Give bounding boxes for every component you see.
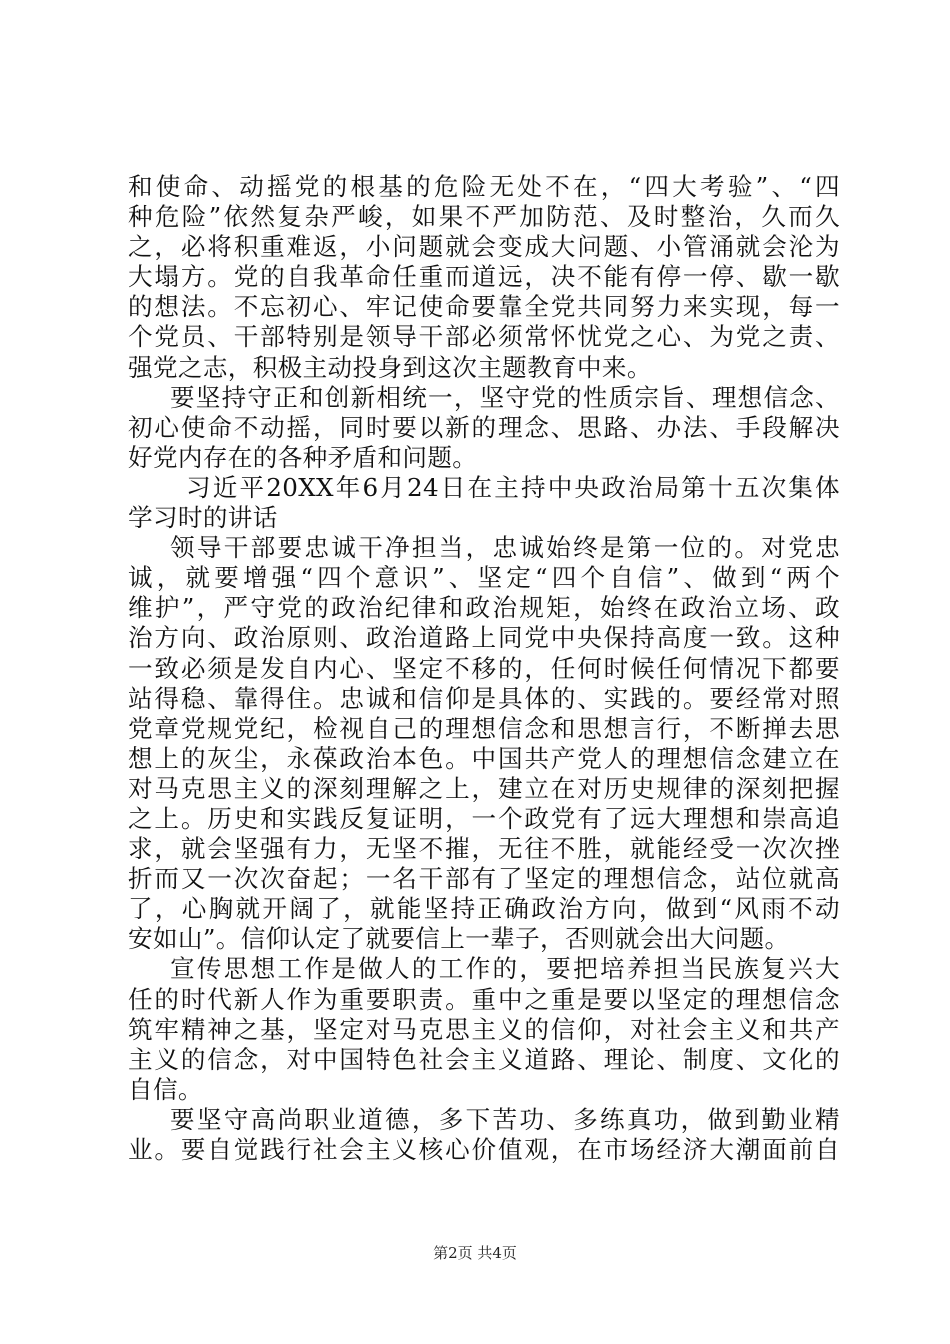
source-citation-line: 学习时的讲话	[128, 503, 278, 533]
text-line: 一致必须是发自内心、坚定不移的，任何时候任何情况下都要	[128, 653, 840, 683]
paragraph-first-line: 要坚持守正和创新相统一，坚守党的性质宗旨、理想信念、	[170, 382, 840, 412]
text-line: 主义的信念，对中国特色社会主义道路、理论、制度、文化的	[128, 1044, 840, 1074]
text-line: 自信。	[128, 1074, 203, 1104]
text-line: 种危险”依然复杂严峻，如果不严加防范、及时整治，久而久	[128, 202, 840, 232]
text-line: 任的时代新人作为重要职责。重中之重是要以坚定的理想信念	[128, 984, 840, 1014]
text-line: 想上的灰尘，永葆政治本色。中国共产党人的理想信念建立在	[128, 743, 840, 773]
text-line: 安如山”。信仰认定了就要信上一辈子，否则就会出大问题。	[128, 924, 790, 954]
text-line: 大塌方。党的自我革命任重而道远，决不能有停一停、歇一歇	[128, 262, 840, 292]
text-line: 强党之志，积极主动投身到这次主题教育中来。	[128, 352, 652, 382]
text-line: 诚，就要增强“四个意识”、坚定“四个自信”、做到“两个	[128, 563, 840, 593]
text-line: 党章党规党纪，检视自己的理想信念和思想言行，不断掸去思	[128, 713, 840, 743]
text-line: 求，就会坚强有力，无坚不摧，无往不胜，就能经受一次次挫	[128, 834, 840, 864]
paragraph-first-line: 要坚守高尚职业道德，多下苦功、多练真功，做到勤业精	[170, 1104, 840, 1134]
text-line: 维护”，严守党的政治纪律和政治规矩，始终在政治立场、政	[128, 593, 840, 623]
text-line: 筑牢精神之基，坚定对马克思主义的信仰，对社会主义和共产	[128, 1014, 840, 1044]
text-line: 和使命、动摇党的根基的危险无处不在，“四大考验”、“四	[128, 172, 840, 201]
text-line: 对马克思主义的深刻理解之上，建立在对历史规律的深刻把握	[128, 773, 840, 803]
text-line: 业。要自觉践行社会主义核心价值观，在市场经济大潮面前自	[128, 1135, 840, 1164]
paragraph-first-line: 领导干部要忠诚干净担当，忠诚始终是第一位的。对党忠	[170, 533, 840, 563]
text-line: 之，必将积重难返，小问题就会变成大问题、小管涌就会沦为	[128, 232, 840, 262]
text-line: 个党员、干部特别是领导干部必须常怀忧党之心、为党之责、	[128, 322, 840, 352]
text-line: 了，心胸就开阔了，就能坚持正确政治方向，做到“风雨不动	[128, 894, 840, 924]
document-body	[128, 172, 840, 1165]
text-line: 之上。历史和实践反复证明，一个政党有了远大理想和崇高追	[128, 803, 840, 833]
text-line: 初心使命不动摇，同时要以新的理念、思路、办法、手段解决	[128, 412, 840, 442]
paragraph-first-line: 宣传思想工作是做人的工作的，要把培养担当民族复兴大	[170, 954, 840, 984]
source-citation-line: 习近平20XX年6月24日在主持中央政治局第十五次集体	[186, 472, 840, 502]
text-line: 好党内存在的各种矛盾和问题。	[128, 442, 478, 472]
text-line: 的想法。不忘初心、牢记使命要靠全党共同努力来实现，每一	[128, 292, 840, 322]
text-line: 折而又一次次奋起；一名干部有了坚定的理想信念，站位就高	[128, 864, 840, 894]
text-line: 治方向、政治原则、政治道路上同党中央保持高度一致。这种	[128, 623, 840, 653]
page-number-footer: 第2页 共4页	[433, 1244, 517, 1262]
text-line: 站得稳、靠得住。忠诚和信仰是具体的、实践的。要经常对照	[128, 683, 840, 713]
